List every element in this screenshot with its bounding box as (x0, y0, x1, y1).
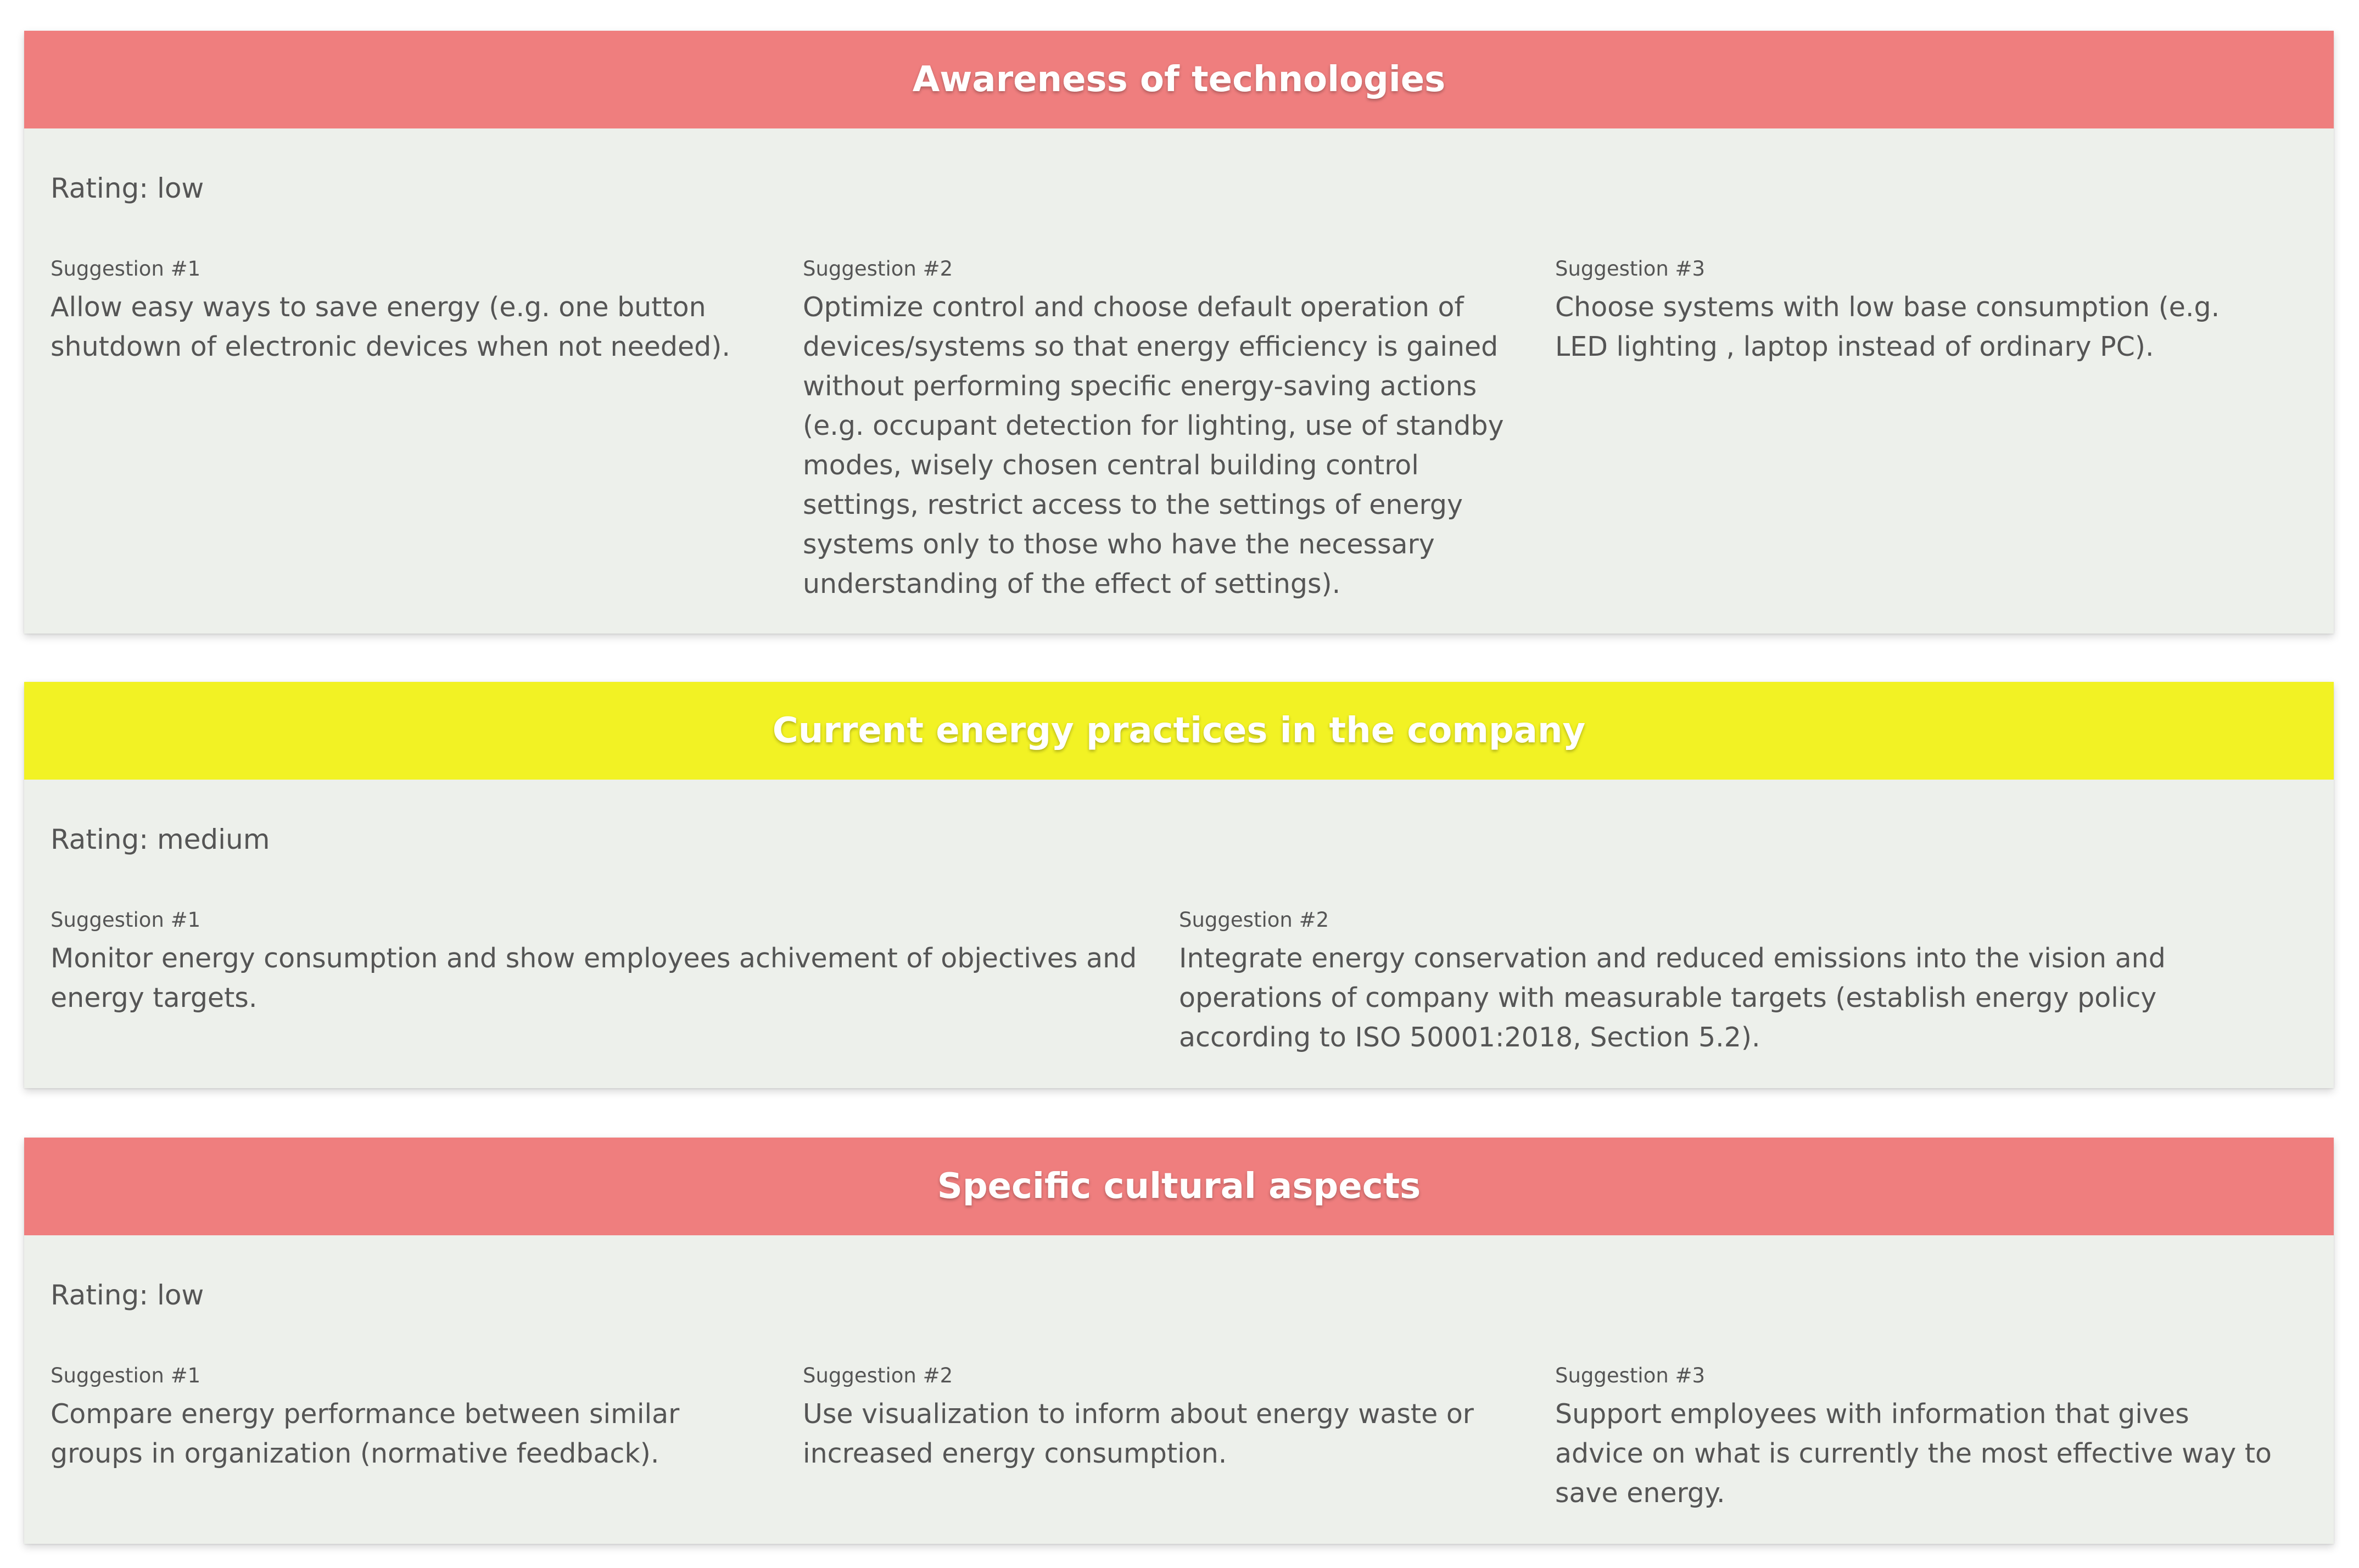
suggestion-text: Integrate energy conservation and reduced emissions into the vision and operations of company with measurable targets (establish energy policy according to ISO 50001:2018, Section 5.2). (1179, 943, 2166, 1053)
rating-text: Rating: medium (51, 824, 270, 855)
suggestion-item (803, 1362, 1555, 1513)
suggestion-label: Suggestion #1 (51, 1364, 201, 1387)
suggestion-text: Choose systems with low base consumption (e.g. LED lighting , laptop instead of ordinary PC). (1555, 292, 2220, 362)
section-card-current-practices (24, 682, 2334, 1088)
suggestion-item (1555, 1362, 2307, 1513)
section-title: Awareness of technologies (912, 59, 1446, 100)
section-card-awareness (24, 31, 2334, 634)
suggestion-text: Optimize control and choose default operation of devices/systems so that energy efficiency is gained without performing specific energy-saving actions (e.g. occupant detection for lighting, use of standby modes, wisely chosen central building control settings, restrict access to the settings of energy systems only to those who have the necessary understanding of the effect of settings). (802, 292, 1504, 600)
suggestion-list (51, 1362, 2307, 1513)
suggestion-label: Suggestion #3 (1555, 257, 1706, 281)
suggestion-label: Suggestion #1 (51, 257, 201, 281)
suggestion-list (51, 906, 2307, 1057)
rating-text: Rating: low (51, 172, 204, 204)
suggestion-label: Suggestion #2 (802, 1364, 953, 1387)
section-header (24, 1138, 2334, 1235)
section-header (24, 31, 2334, 128)
suggestion-list (51, 255, 2307, 604)
suggestion-label: Suggestion #1 (51, 908, 201, 932)
section-title: Current energy practices in the company (772, 710, 1586, 751)
suggestion-item (51, 255, 803, 604)
suggestion-item (1179, 906, 2307, 1057)
suggestion-text: Monitor energy consumption and show employees achivement of objectives and energy targets. (51, 943, 1137, 1013)
suggestion-item (51, 906, 1179, 1057)
suggestion-text: Compare energy performance between similar groups in organization (normative feedback). (51, 1398, 680, 1469)
suggestion-text: Support employees with information that gives advice on what is currently the most effective way to save energy. (1555, 1398, 2272, 1509)
suggestion-label: Suggestion #3 (1555, 1364, 1706, 1387)
suggestion-text: Allow easy ways to save energy (e.g. one button shutdown of electronic devices when not needed). (51, 292, 730, 362)
suggestion-label: Suggestion #2 (1179, 908, 1329, 932)
suggestion-item (803, 255, 1555, 604)
suggestion-label: Suggestion #2 (802, 257, 953, 281)
section-title: Specific cultural aspects (937, 1166, 1421, 1207)
suggestion-text: Use visualization to inform about energy waste or increased energy consumption. (802, 1398, 1474, 1469)
suggestion-item (1555, 255, 2307, 604)
section-card-cultural-aspects (24, 1138, 2334, 1544)
suggestion-item (51, 1362, 803, 1513)
rating-text: Rating: low (51, 1279, 204, 1311)
section-header (24, 682, 2334, 780)
